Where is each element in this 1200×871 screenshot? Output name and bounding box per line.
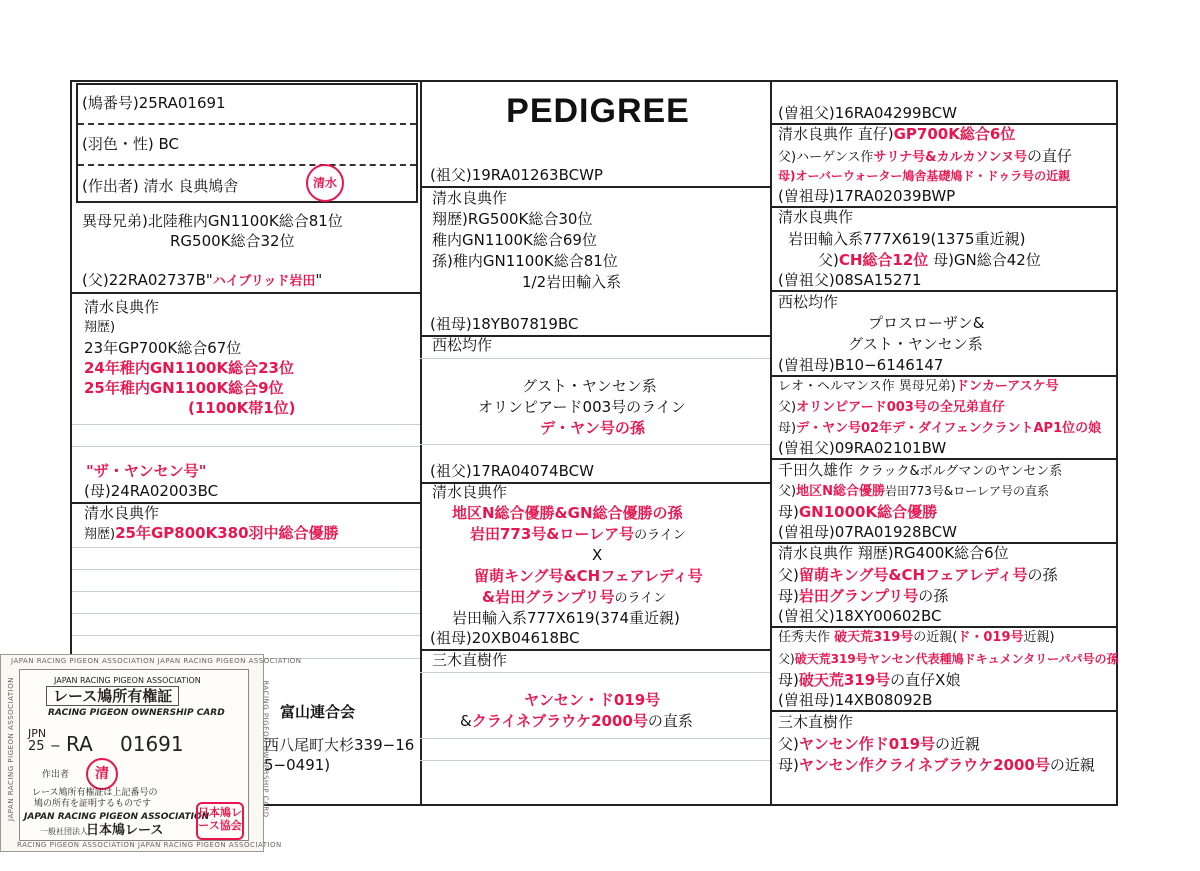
grandsire-2-ring: (祖父)17RA04074BCW — [430, 462, 594, 480]
grandsire-2-line-red: 岩田773号&ローレア号 — [470, 525, 635, 543]
great-granddam-2-red: ドンカーアスケ号 — [955, 379, 1059, 394]
great-grandsire-1-ring: (曽祖父)16RA04299BCW — [778, 104, 957, 122]
great-granddam-1-text: 父) — [818, 251, 839, 269]
great-grandsire-3-line — [778, 460, 1062, 482]
great-granddam-3-line — [778, 586, 948, 606]
rule — [420, 444, 770, 445]
great-granddam-4-line — [778, 755, 1095, 775]
great-granddam-3-text: の孫 — [918, 587, 949, 605]
card-seal-text: 清 — [95, 766, 109, 782]
divider — [78, 123, 416, 125]
dam-line: 清水良典作 — [84, 504, 160, 522]
great-grandsire-4-text: の直仔X娘 — [890, 671, 961, 689]
great-grandsire-4-red: ド・019号 — [957, 630, 1024, 645]
granddam-2-line-red: クライネブラウケ2000号 — [471, 712, 648, 730]
divider — [78, 164, 416, 166]
great-grandsire-3-text: クラック&ボルグマンのヤンセン系 — [857, 464, 1063, 479]
great-granddam-1-line: 清水良典作 — [778, 208, 854, 226]
grandsire-1-ring: (祖父)19RA01263BCWP — [430, 166, 603, 184]
sire-name: ハイブリッド岩田 — [212, 274, 316, 289]
breeder-seal — [306, 164, 344, 202]
granddam-2-ring: (祖母)20XB04618BC — [430, 629, 580, 647]
great-granddam-4-line: 三木直樹作 — [778, 713, 854, 731]
great-granddam-3-red: 留萌キング号&CHフェアレディ号 — [798, 566, 1028, 584]
great-granddam-4-text: の近親 — [1049, 756, 1095, 774]
subject-ring: (鳩番号)25RA01691 — [82, 94, 226, 112]
sire-line: 清水良典作 — [84, 298, 160, 316]
great-granddam-2-line — [778, 398, 1005, 418]
great-grandsire-4-red: 破天荒319号ヤンセン代表種鳩ドキュメンタリーパパ号の孫 — [794, 652, 1119, 666]
card-stamp — [196, 802, 244, 840]
sire-line: (1100K帯1位) — [188, 399, 296, 417]
great-granddam-2-line — [778, 419, 1101, 439]
half-sibling-line: RG500K総合32位 — [170, 232, 295, 250]
subject-color-sex: (羽色・性) BC — [82, 135, 179, 153]
great-grandsire-3-line — [778, 481, 1049, 502]
great-granddam-1-text: 母)GN総合42位 — [928, 251, 1041, 269]
great-grandsire-2-ring: (曽祖父)08SA15271 — [778, 271, 922, 289]
great-grandsire-1-text: 父)ハーゲンス作 — [778, 150, 874, 165]
great-granddam-4-text: 父) — [778, 735, 799, 753]
granddam-1-line: 西松均作 — [432, 336, 493, 354]
card-assoc-en: JAPAN RACING PIGEON ASSOCIATION — [24, 812, 210, 822]
great-grandsire-4-line — [778, 670, 960, 690]
sire-line: 翔歴) — [84, 320, 116, 335]
great-granddam-3-line: 清水良典作 翔歴)RG400K総合6位 — [778, 544, 1009, 562]
card-seal — [86, 758, 118, 790]
card-note: 鳩の所有を証明するものです — [34, 799, 152, 809]
great-grandsire-3-text: 千田久雄作 — [778, 461, 854, 479]
great-granddam-2-text: レオ・ヘルマンス作 異母兄弟) — [778, 379, 956, 394]
grandsire-1-line: 稚内GN1100K総合69位 — [432, 231, 597, 249]
great-grandsire-1-red: GP700K総合6位 — [893, 125, 1016, 143]
rule — [72, 591, 420, 592]
great-grandsire-3-text: 岩田773号&ローレア号の直系 — [884, 484, 1049, 498]
great-granddam-1-red: CH総合12位 — [838, 251, 929, 269]
grandsire-2-line — [470, 524, 686, 546]
great-grandsire-4-text: の近親( — [913, 630, 958, 645]
rule — [420, 738, 770, 739]
great-granddam-3-ring: (曽祖母)07RA01928BCW — [778, 523, 957, 541]
rule — [72, 613, 420, 614]
rule — [420, 358, 770, 359]
card-note: レース鳩所有権証は上記番号の — [32, 788, 158, 798]
card-jpn: JPN — [28, 727, 47, 740]
great-granddam-2-red: オリンピアード003号の全兄弟直仔 — [796, 400, 1005, 415]
great-grandsire-3-red: 地区N総合優勝 — [796, 484, 885, 499]
great-grandsire-4-text: 母) — [778, 671, 799, 689]
great-granddam-3-text: の孫 — [1027, 566, 1058, 584]
great-grandsire-1-line — [778, 146, 1072, 168]
dam-line-red: 25年GP800K380羽中総合優勝 — [115, 524, 339, 542]
card-year: 25 — [28, 739, 45, 754]
great-grandsire-2-line: 西松均作 — [778, 293, 839, 311]
card-edge-text: JAPAN RACING PIGEON ASSOCIATION JAPAN RACING PIGEON ASSOCIATION — [11, 657, 302, 665]
granddam-1-line: デ・ヤン号の孫 — [540, 419, 645, 437]
dam-line — [84, 523, 339, 545]
great-grandsire-3-text: 父) — [778, 484, 797, 499]
rule — [72, 569, 420, 570]
grandsire-2-line: 留萌キング号&CHフェアレディ号 — [474, 567, 703, 585]
great-grandsire-3-line — [778, 502, 937, 522]
great-granddam-1-line — [818, 250, 1041, 270]
great-granddam-1-line: 岩田輸入系777X619(1375重近親) — [788, 230, 1026, 248]
granddam-2-line-text: の直系 — [647, 712, 693, 730]
grandsire-1-line: 孫)稚内GN1100K総合81位 — [432, 252, 618, 270]
great-grandsire-2-line: グスト・ヤンセン系 — [848, 335, 983, 353]
great-grandsire-3-text: 母) — [778, 503, 799, 521]
sire-ring-text: (父)22RA02737B" — [82, 271, 213, 289]
great-grandsire-1-line: 母)オーバーウォーター鳩舎基礎鳩ド・ドゥラ号の近親 — [778, 169, 1071, 183]
great-grandsire-1-red: サリナ号&カルカソンヌ号 — [873, 150, 1027, 165]
grandsire-1-line: 清水良典作 — [432, 189, 508, 207]
half-sibling-line: 異母兄弟)北陸稚内GN1100K総合81位 — [82, 212, 343, 230]
granddam-2-line: ヤンセン・ド019号 — [524, 691, 661, 709]
great-granddam-3-text: 母) — [778, 587, 799, 605]
card-title-en: RACING PIGEON OWNERSHIP CARD — [48, 708, 225, 718]
great-grandsire-4-text: 任秀夫作 — [778, 630, 835, 645]
column-divider — [420, 82, 422, 804]
dam-line-label: 翔歴) — [84, 527, 116, 542]
card-edge-text: RACING PIGEON ASSOCIATION JAPAN RACING PIGEON ASSOCIATION — [17, 841, 282, 849]
sire-line: 25年稚内GN1100K総合9位 — [84, 379, 284, 397]
great-granddam-4-line — [778, 734, 980, 754]
great-granddam-2-text: 母) — [778, 421, 797, 436]
great-granddam-4-red: ヤンセン作ド019号 — [798, 735, 936, 753]
grandsire-2-line-text: のライン — [614, 591, 667, 606]
great-granddam-1-ring: (曽祖母)17RA02039BWP — [778, 187, 956, 205]
granddam-2-line — [460, 711, 693, 731]
great-granddam-3-line — [778, 565, 1058, 585]
great-grandsire-3-red: GN1000K総合優勝 — [798, 503, 938, 521]
granddam-1-ring: (祖母)18YB07819BC — [430, 315, 579, 333]
card-assoc-jp: 日本鳩レース — [86, 823, 164, 838]
sire-line: 24年稚内GN1100K総合23位 — [84, 359, 294, 377]
dam-address: 西八尾町大杉339−16 — [264, 736, 415, 754]
dam-name: "ザ・ヤンセン号" — [86, 462, 207, 480]
rule — [72, 635, 420, 636]
dam-org: 富山連合会 — [280, 703, 356, 721]
great-grandsire-1-text: の直仔 — [1027, 147, 1073, 165]
great-granddam-2-text: 父) — [778, 400, 797, 415]
great-granddam-4-text: の近親 — [935, 735, 981, 753]
grandsire-2-line — [482, 587, 666, 609]
great-granddam-4-text: 母) — [778, 756, 799, 774]
grandsire-1-line: 1/2岩田輸入系 — [522, 273, 622, 291]
grandsire-2-line: X — [592, 546, 603, 564]
card-title: レース鳩所有権証 — [46, 686, 179, 706]
sire-ring — [82, 270, 322, 292]
grandsire-2-line-red: &岩田グランプリ号 — [482, 588, 615, 606]
card-dash: − — [50, 739, 61, 754]
grandsire-2-line: 清水良典作 — [432, 483, 508, 501]
card-assoc-en: JAPAN RACING PIGEON ASSOCIATION — [54, 676, 201, 685]
great-grandsire-1-line — [778, 124, 1015, 144]
breeder-seal-text: 清水 — [312, 176, 337, 190]
card-ring-number: 01691 — [120, 732, 184, 756]
card-edge-text: JAPAN RACING PIGEON ASSOCIATION — [6, 677, 15, 821]
great-grandsire-2-line: プロスローザン& — [868, 314, 985, 332]
rule — [72, 446, 420, 447]
great-grandsire-4-ring: (曽祖父)18XY00602BC — [778, 607, 942, 625]
great-granddam-4-ring: (曽祖母)14XB08092B — [778, 691, 933, 709]
great-grandsire-4-text: 近親) — [1023, 630, 1055, 645]
card-edge-text: RACING PIGEON OWNERSHIP CARD — [261, 680, 270, 818]
card-breeder-label: 作出者 — [42, 770, 70, 780]
column-divider — [770, 82, 772, 804]
great-grandsire-4-text: 父) — [778, 652, 795, 666]
grandsire-2-line-text: のライン — [634, 528, 686, 543]
great-grandsire-4-line — [778, 628, 1055, 648]
granddam-2-line-text: & — [460, 712, 472, 730]
grandsire-2-line: 地区N総合優勝&GN総合優勝の孫 — [452, 504, 683, 522]
great-granddam-3-red: 岩田グランプリ号 — [798, 587, 919, 605]
great-grandsire-4-line — [778, 649, 1119, 669]
card-ring-letters: RA — [66, 732, 93, 756]
card-assoc-jp-small: 一般社団法人 — [40, 827, 88, 836]
great-grandsire-1-text: 清水良典作 直仔) — [778, 125, 894, 143]
page-title: PEDIGREE — [506, 92, 690, 130]
card-inner — [19, 669, 249, 841]
great-granddam-2-red: デ・ヤン号02年デ・ダイフェンクラントAP1位の娘 — [796, 421, 1102, 436]
grandsire-2-line: 岩田輸入系777X619(374重近親) — [452, 609, 680, 627]
great-grandsire-4-red: 破天荒319号 — [798, 671, 891, 689]
dam-phone: 5−0491) — [264, 756, 331, 774]
grandsire-1-line: 翔歴)RG500K総合30位 — [432, 210, 593, 228]
rule — [72, 292, 420, 294]
subject-breeder: (作出者) 清水 良典鳩舎 — [82, 177, 239, 195]
rule — [420, 760, 770, 761]
card-stamp-text: 日本鳩レース協会 — [198, 806, 242, 832]
granddam-1-line: オリンピアード003号のライン — [478, 398, 686, 416]
great-granddam-2-line — [778, 377, 1059, 397]
great-granddam-3-text: 父) — [778, 566, 799, 584]
sire-ring-quote: " — [315, 271, 323, 289]
rule — [420, 672, 770, 673]
great-grandsire-3-ring: (曽祖父)09RA02101BW — [778, 439, 947, 457]
granddam-2-line: 三木直樹作 — [432, 651, 508, 669]
great-granddam-2-ring: (曽祖母)B10−6146147 — [778, 356, 944, 374]
sire-line: 23年GP700K総合67位 — [84, 339, 242, 357]
great-granddam-4-red: ヤンセン作クライネブラウケ2000号 — [798, 756, 1050, 774]
rule — [72, 424, 420, 425]
great-grandsire-4-red: 破天荒319号 — [834, 630, 914, 645]
granddam-1-line: グスト・ヤンセン系 — [522, 377, 657, 395]
rule — [72, 547, 420, 548]
dam-ring: (母)24RA02003BC — [84, 482, 219, 500]
